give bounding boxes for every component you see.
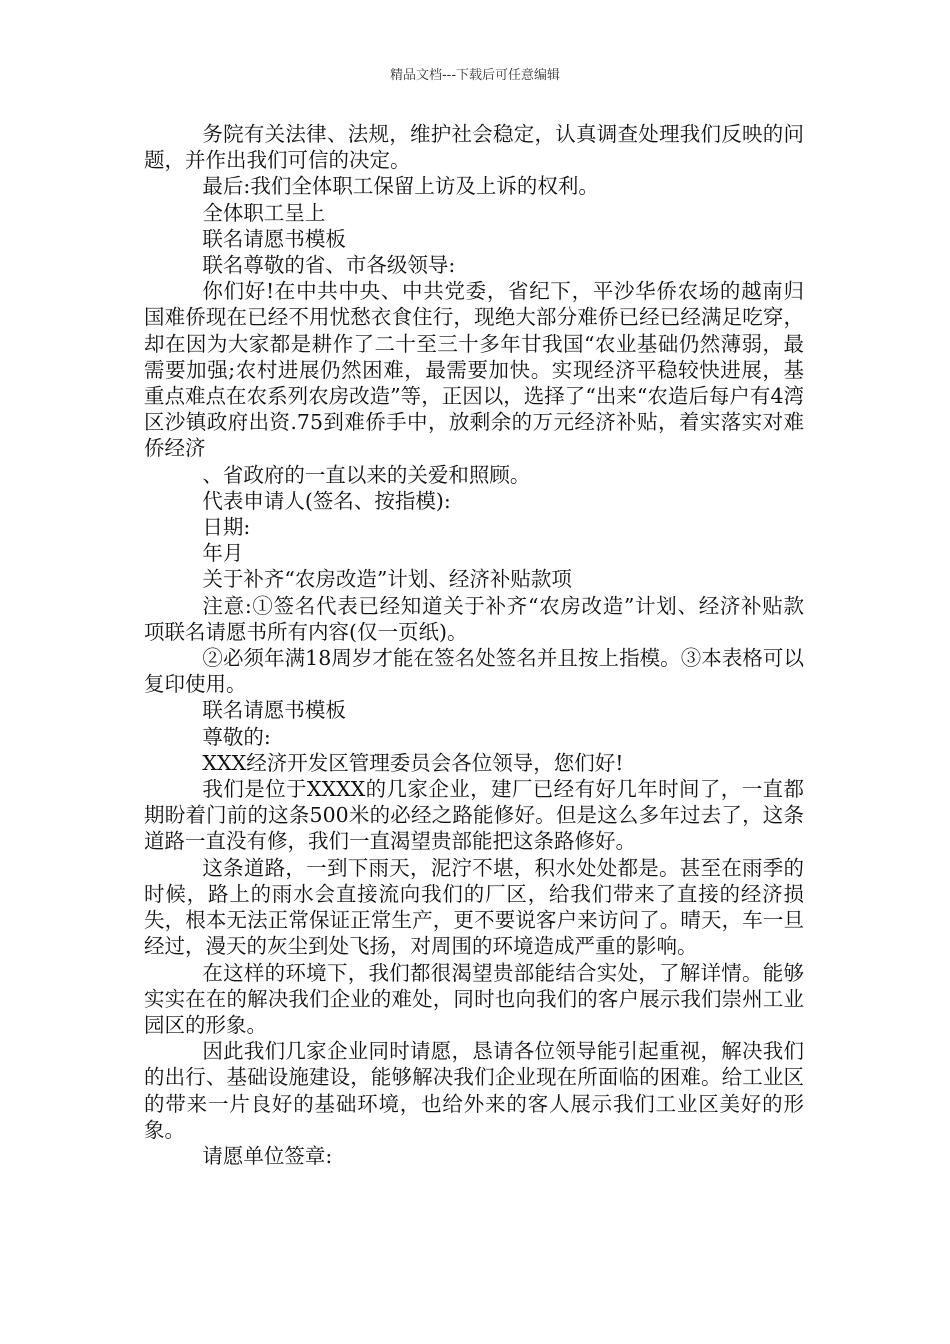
document-body	[144, 121, 804, 1169]
salutation: XXX经济开发区管理委员会各位领导，您们好!	[202, 750, 624, 775]
paragraph: 最后:我们全体职工保留上访及上诉的权利。	[202, 174, 599, 199]
section-title: 联名请愿书模板	[202, 226, 346, 251]
notice-paragraph: ②必须年满18周岁才能在签名处签名并且按上指模。③本表格可以复印使用。	[144, 646, 804, 697]
notice-paragraph: 注意:①签名代表已经知道关于补齐“农房改造”计划、经济补贴款项联名请愿书所有内容(仅一页纸)。	[144, 593, 804, 644]
date-line: 日期:	[202, 515, 251, 540]
paragraph: 我们是位于XXXX的几家企业，建厂已经有好几年时间了，一直都期盼着门前的这条500米的必经之路能修好。但是这么多年过去了，这条道路一直没有修，我们一直渴望贵部能把这条路修好。	[144, 777, 804, 854]
paragraph: 全体职工呈上	[202, 200, 326, 225]
paragraph: 你们好!在中共中央、中共党委，省纪下，平沙华侨农场的越南归国难侨现在已经不用忧愁衣食住行，现绝大部分难侨已经已经满足吃穿，却在因为大家都是耕作了二十至三十多年甘我国“农业基础仍然薄弱，最需要加强;农村进展仍然困难，最需要加快。实现经济平稳较快进展，基重点难点在农系列农房改造”等，正因以，选择了“出来“农造后每户有4湾区沙镇政府出资.75到难侨手中，放剩余的万元经济补贴，着实落实对难侨经济	[144, 279, 804, 461]
salutation: 联名尊敬的省、市各级领导:	[202, 253, 456, 278]
signature-line: 请愿单位签章:	[202, 1143, 333, 1168]
signature-line: 代表申请人(签名、按指模):	[202, 488, 451, 513]
paragraph: 务院有关法律、法规，维护社会稳定，认真调查处理我们反映的问题，并作出我们可信的决定。	[144, 122, 804, 173]
paragraph: 因此我们几家企业同时请愿，恳请各位领导能引起重视，解决我们的出行、基础设施建设，能够解决我们企业现在所面临的困难。给工业区的带来一片良好的基础环境，也给外来的客人展示我们工业区美好的形象。	[144, 1039, 804, 1142]
date-line: 年月	[202, 541, 244, 566]
paragraph: 、省政府的一直以来的关爱和照顾。	[202, 462, 531, 487]
paragraph: 这条道路，一到下雨天，泥泞不堪，积水处处都是。甚至在雨季的时候，路上的雨水会直接流向我们的厂区，给我们带来了直接的经济损失，根本无法正常保证正常生产，更不要说客户来访问了。晴天，车一旦经过，漫天的灰尘到处飞扬，对周围的环境造成严重的影响。	[144, 855, 804, 959]
salutation: 尊敬的:	[202, 724, 271, 749]
page-header: 精品文档---下载后可任意编辑	[389, 68, 561, 83]
paragraph: 在这样的环境下，我们都很渴望贵部能结合实处，了解详情。能够实实在在的解决我们企业的难处，同时也向我们的客户展示我们崇州工业园区的形象。	[144, 960, 804, 1037]
section-title: 联名请愿书模板	[202, 698, 346, 723]
paragraph: 关于补齐“农房改造”计划、经济补贴款项	[202, 567, 572, 592]
